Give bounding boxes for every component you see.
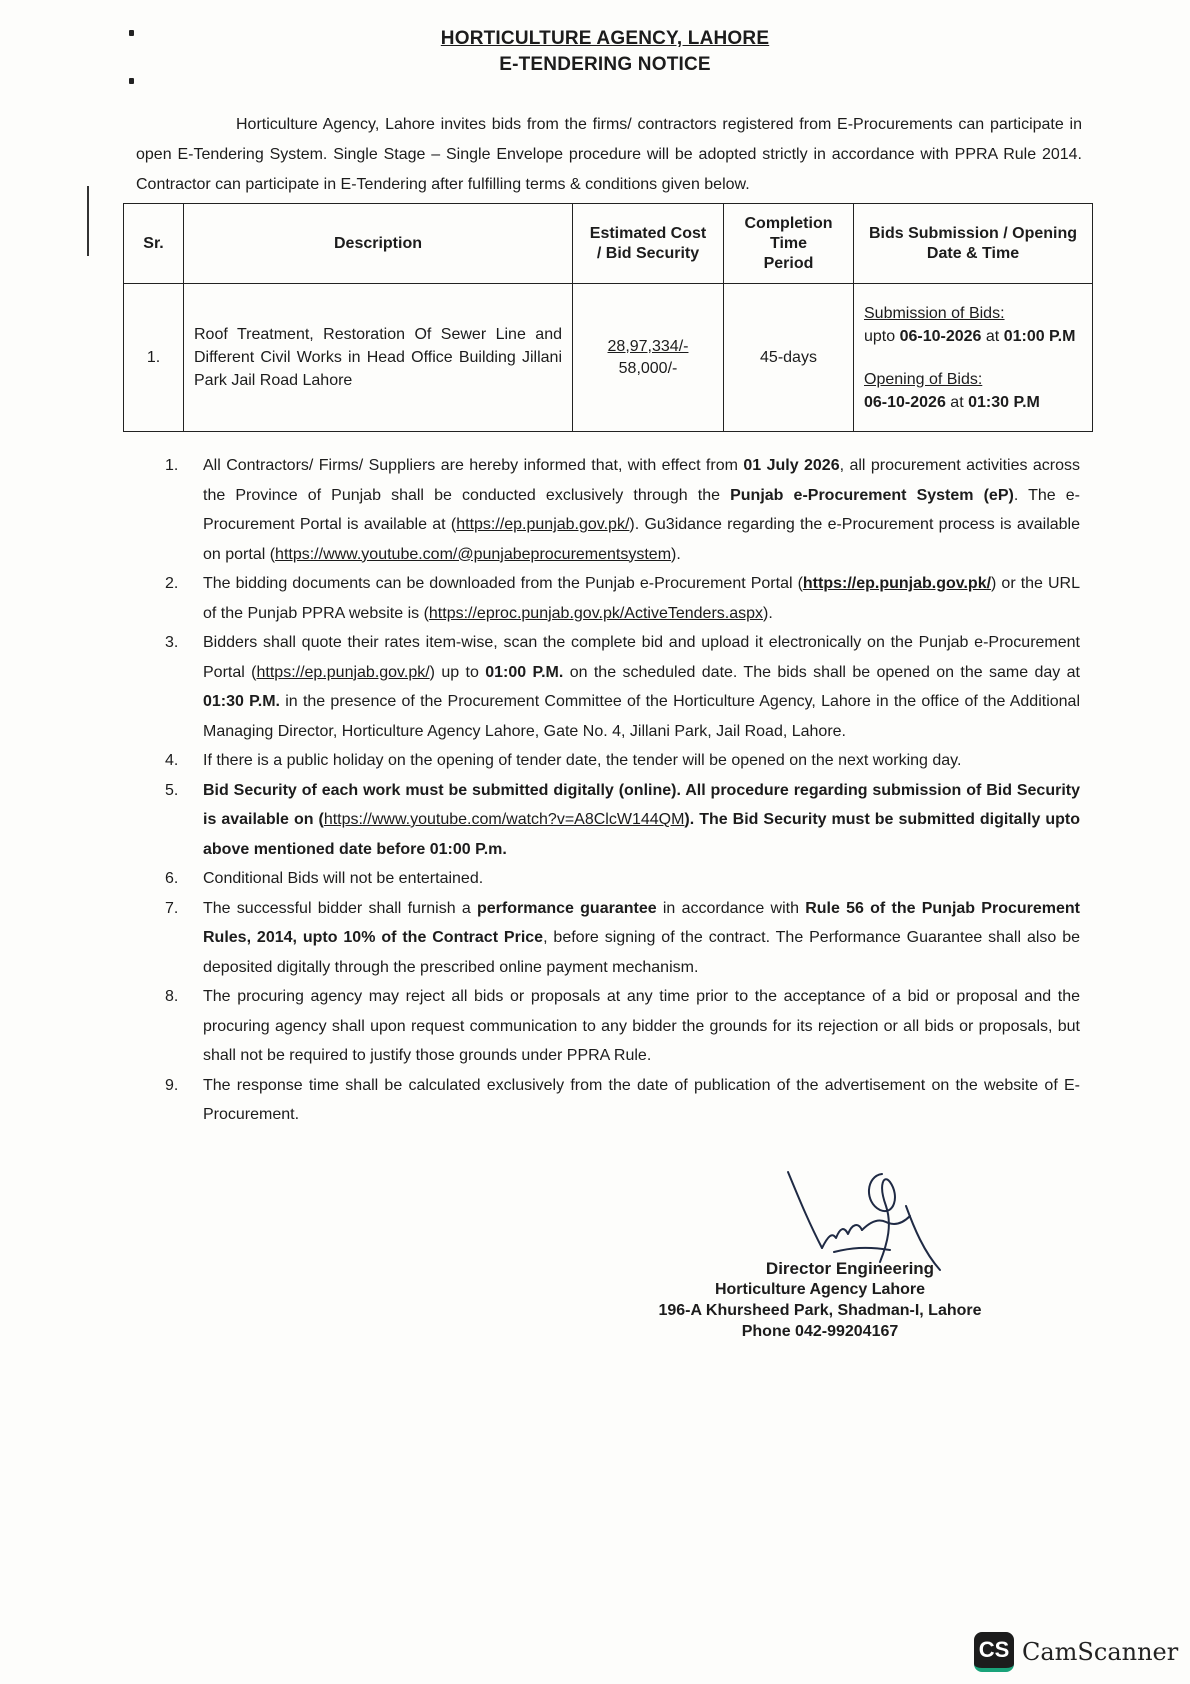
condition-number: 6. [165, 870, 179, 887]
signatory-designation: Director Engineering [765, 1259, 935, 1278]
intro-paragraph: Horticulture Agency, Lahore invites bids from the firms/ contractors registered from E-Procurements can participate in open E-Tendering System. Single Stage – Single Envelope procedure will be adopted strictly in accordance with PPRA Rule 2014. Contractor can participate in E-Tendering after fulfilling terms & conditions given below. [136, 116, 1082, 193]
condition-emphasis: Rule 56 of the Punjab Procurement Rules, 2014, upto 10% of the Contract Price [203, 899, 1081, 946]
condition-text: , all procurement activities across the Province of Punjab shall be conducted exclusively through the [203, 457, 1081, 504]
condition-item [165, 982, 1080, 1071]
header-bids-line: Date & Time [926, 244, 1020, 262]
header-cost-line: / Bid Security [596, 244, 700, 262]
header-completion [724, 204, 854, 284]
condition-number: 4. [165, 752, 179, 769]
condition-text: ) up to [429, 663, 486, 681]
condition-text: Bidders shall quote their rates item-wise, scan the complete bid and upload it electronically on the Punjab e-Procurement Portal ( [203, 634, 1080, 681]
condition-emphasis: ). The Bid Security must be submitted digitally upto above mentioned date before 01:00 P.m. [203, 811, 1081, 858]
condition-item [165, 894, 1080, 983]
scan-speck [129, 78, 134, 84]
opening-time: 01:30 P.M [968, 393, 1040, 411]
condition-number: 8. [165, 988, 179, 1005]
condition-text: . The e-Procurement Portal is available at ( [203, 486, 1081, 533]
condition-item [165, 1071, 1080, 1130]
condition-item [165, 628, 1080, 746]
header-sr: Sr. [124, 204, 184, 284]
signatory-block [560, 1258, 1080, 1342]
camscanner-logo-icon: CS [974, 1632, 1014, 1672]
header-completion-line: Completion [744, 214, 833, 232]
header-cost [573, 204, 724, 284]
condition-text: The bidding documents can be downloaded from the Punjab e-Procurement Portal ( [203, 575, 803, 592]
opening-date: 06-10-2026 [864, 393, 946, 411]
header-completion-line: Time [769, 234, 808, 252]
submission-datetime [864, 325, 1082, 348]
condition-number: 3. [165, 634, 179, 651]
condition-text: ). Gu3idance regarding the e-Procurement process is available on portal ( [203, 516, 1080, 563]
cell-sr: 1. [124, 284, 184, 432]
signatory-address: 196-A Khursheed Park, Shadman-I, Lahore [658, 1302, 982, 1319]
bid-security: 58,000/- [618, 359, 678, 377]
header-bids [854, 204, 1093, 284]
condition-number: 7. [165, 899, 179, 917]
condition-number: 2. [165, 575, 179, 592]
cell-description: Roof Treatment, Restoration Of Sewer Line and Different Civil Works in Head Office Building Jillani Park Jail Road Lahore [184, 284, 573, 432]
table-header-row [124, 204, 1093, 284]
camscanner-label: CamScanner [1022, 1638, 1179, 1666]
cell-cost [573, 284, 724, 432]
condition-item [165, 746, 1080, 776]
condition-text: The response time shall be calculated exclusively from the date of publication of the advertisement on the website of E-Procurement. [203, 1076, 1080, 1123]
cell-completion-time: 45-days [724, 284, 854, 432]
signatory-organization: Horticulture Agency Lahore [714, 1281, 926, 1298]
condition-emphasis: Bid Security of each work must be submitted digitally (online). All procedure regarding submission of Bid Security is available on ( [203, 781, 1080, 828]
condition-item [165, 776, 1080, 865]
signatory-phone: Phone 042-99204167 [741, 1323, 899, 1340]
submission-date: 06-10-2026 [899, 327, 982, 345]
ppra-tenders-link[interactable]: https://eproc.punjab.gov.pk/ActiveTenders.aspx [428, 604, 764, 622]
opening-label: Opening of Bids: [864, 370, 983, 388]
condition-text: All Contractors/ Firms/ Suppliers are hereby informed that, with effect from [203, 457, 744, 474]
condition-text: in accordance with [656, 899, 806, 917]
conditions-list [165, 451, 1080, 1130]
header-cost-line: Estimated Cost [589, 224, 707, 242]
condition-emphasis: 01 July 2026 [743, 457, 840, 474]
submission-time: 01:00 P.M [1003, 327, 1076, 345]
bid-security-video-link[interactable]: https://www.youtube.com/watch?v=A8ClcW144QM [323, 811, 685, 828]
condition-text: The procuring agency may reject all bids or proposals at any time prior to the acceptance of a bid or proposal and the procuring agency shall upon request communication to any bidder the grounds for its rejection or all bids or proposals, but shall not be required to justify those grounds under PPRA Rule. [203, 988, 1080, 1064]
condition-text: ). [763, 604, 773, 622]
table-row [124, 284, 1093, 432]
tender-table [123, 203, 1093, 432]
condition-text: in the presence of the Procurement Committee of the Horticulture Agency, Lahore in the office of the Additional Managing Director, Horticulture Agency Lahore, Gate No. 4, Jillani Park, Jail Road, Lahore. [203, 693, 1080, 740]
condition-item [165, 451, 1080, 569]
condition-text: on the scheduled date. The bids shall be opened on the same day at [563, 663, 1081, 681]
camscanner-watermark [974, 1632, 1178, 1672]
condition-item [165, 569, 1080, 628]
header-description: Description [184, 204, 573, 284]
condition-emphasis: 01:30 P.M. [203, 693, 280, 710]
condition-emphasis: 01:00 P.M. [485, 663, 564, 681]
margin-mark [87, 186, 89, 256]
portal-link[interactable]: https://ep.punjab.gov.pk/ [456, 516, 630, 533]
portal-link[interactable]: https://ep.punjab.gov.pk/ [802, 575, 992, 592]
submission-at: at [985, 327, 1000, 345]
cell-bids [854, 284, 1093, 432]
condition-number: 9. [165, 1076, 179, 1094]
condition-emphasis: Punjab e-Procurement System (eP) [730, 486, 1014, 504]
condition-text: ). [671, 545, 681, 563]
opening-at: at [950, 393, 964, 411]
condition-text: The successful bidder shall furnish a [203, 899, 477, 917]
submission-prefix: upto [864, 327, 896, 345]
condition-item [165, 864, 1080, 894]
condition-text: Conditional Bids will not be entertained. [203, 870, 484, 887]
guidance-link[interactable]: https://www.youtube.com/@punjabeprocurementsystem [275, 545, 672, 563]
condition-text: , before signing of the contract. The Performance Guarantee shall also be deposited digitally through the prescribed online payment mechanism. [203, 929, 1080, 976]
condition-number: 1. [165, 457, 179, 474]
submission-label: Submission of Bids: [864, 304, 1005, 322]
condition-text: If there is a public holiday on the opening of tender date, the tender will be opened on the next working day. [203, 752, 962, 769]
notice-title: E-TENDERING NOTICE [499, 54, 711, 75]
portal-link[interactable]: https://ep.punjab.gov.pk/ [256, 663, 430, 681]
agency-title: HORTICULTURE AGENCY, LAHORE [440, 28, 770, 49]
condition-number: 5. [165, 781, 179, 799]
header-bids-line: Bids Submission / Opening [868, 224, 1077, 242]
header-completion-line: Period [763, 254, 814, 272]
condition-emphasis: performance guarantee [477, 899, 657, 917]
estimated-cost: 28,97,334/- [607, 337, 689, 355]
condition-text: ) or the URL of the Punjab PPRA website is ( [203, 575, 1081, 622]
opening-datetime [864, 391, 1082, 414]
